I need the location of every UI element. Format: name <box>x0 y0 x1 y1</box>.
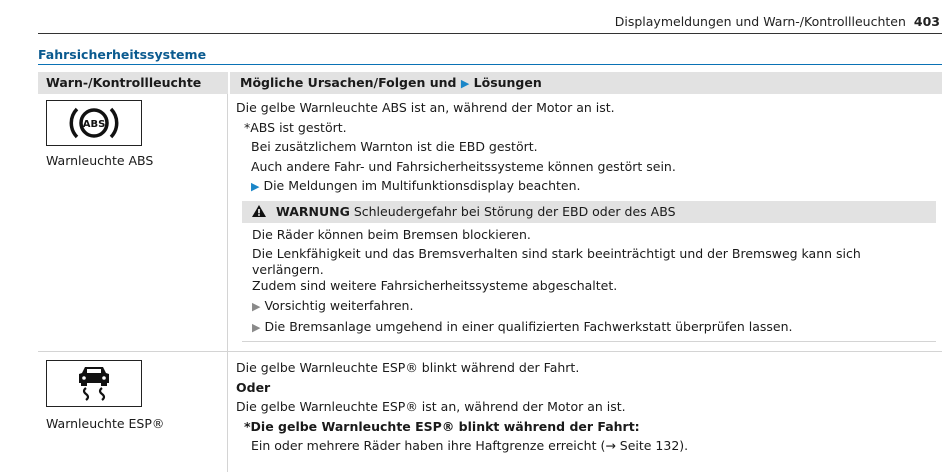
table-row-esp <box>38 352 942 472</box>
lamp-cell-abs <box>38 94 228 351</box>
column-header-lamp: Warn-/Kontrollleuchte <box>38 72 230 94</box>
triangle-right-icon: ▶ <box>251 180 260 193</box>
triangle-right-icon: ▶ <box>460 77 470 90</box>
header-rule <box>38 33 942 34</box>
abs-line-1: Die gelbe Warnleuchte ABS ist an, während der Motor an ist. <box>236 100 615 115</box>
warning-action-2 <box>252 317 936 338</box>
warning-title: Schleudergefahr bei Störung der EBD oder des ABS <box>353 203 676 219</box>
warning-body <box>242 223 936 342</box>
warning-line-1: Die Räder können beim Bremsen blockieren. <box>252 226 531 242</box>
triangle-right-icon: ▶ <box>252 300 261 313</box>
table-row-abs <box>38 94 942 352</box>
section-rule <box>38 64 942 65</box>
running-header <box>615 14 940 29</box>
lamp-caption-abs: Warnleuchte ABS <box>46 153 154 168</box>
warning-label: WARNUNG <box>275 203 350 219</box>
column-header-causes-text: Mögliche Ursachen/Folgen und <box>240 75 457 90</box>
esp-line-2: Oder <box>236 379 271 395</box>
abs-line-4: Auch andere Fahr- und Fahrsicherheitssysteme können gestört sein. <box>251 158 676 174</box>
warning-lights-table <box>38 72 942 472</box>
abs-line-3: Bei zusätzlichem Warnton ist die EBD gestört. <box>251 139 538 154</box>
warning-box-abs <box>242 201 936 343</box>
warning-triangle-icon <box>252 204 270 219</box>
table-header <box>38 72 942 94</box>
triangle-right-icon: ▶ <box>252 320 261 334</box>
warning-header <box>242 201 936 223</box>
warning-action-2-text: Die Bremsanlage umgehend in einer qualifizierten Fachwerkstatt überprüfen lassen. <box>264 318 793 334</box>
esp-line-3: Die gelbe Warnleuchte ESP® ist an, während der Motor an ist. <box>236 399 626 414</box>
abs-icon-text: ABS <box>82 119 106 130</box>
abs-warning-lamp-icon <box>46 100 142 146</box>
section-title: Fahrsicherheitssysteme <box>38 47 207 62</box>
esp-line-5: Ein oder mehrere Räder haben ihre Haftgrenze erreicht (→ Seite 132). <box>251 438 689 453</box>
description-cell-esp <box>228 352 942 472</box>
description-cell-abs <box>228 94 942 351</box>
warning-action-1-text: Vorsichtig weiterfahren. <box>264 298 414 313</box>
esp-line-1: Die gelbe Warnleuchte ESP® blinkt während der Fahrt. <box>236 360 580 375</box>
column-header-causes <box>230 72 542 94</box>
warning-line-2: Die Lenkfähigkeit und das Bremsverhalten sind stark beeinträchtigt und der Bremsweg kann sich verlängern. <box>252 246 861 277</box>
warning-line-2-group <box>252 244 936 296</box>
lamp-caption-esp: Warnleuchte ESP® <box>46 416 165 431</box>
esp-skid-car-icon <box>46 360 142 407</box>
page-number: 403 <box>913 14 940 29</box>
abs-action <box>236 176 942 197</box>
warning-line-3: Zudem sind weitere Fahrsicherheitssysteme abgeschaltet. <box>252 278 618 293</box>
lamp-cell-esp <box>38 352 228 472</box>
column-header-solutions-text: Lösungen <box>473 75 542 90</box>
warning-action-1 <box>252 296 936 317</box>
header-title: Displaymeldungen und Warn-/Kontrollleuchten <box>614 14 906 29</box>
abs-action-text: Die Meldungen im Multifunktionsdisplay beachten. <box>263 178 581 193</box>
abs-line-2: *ABS ist gestört. <box>244 119 347 135</box>
esp-line-4: *Die gelbe Warnleuchte ESP® blinkt während der Fahrt: <box>244 418 640 434</box>
